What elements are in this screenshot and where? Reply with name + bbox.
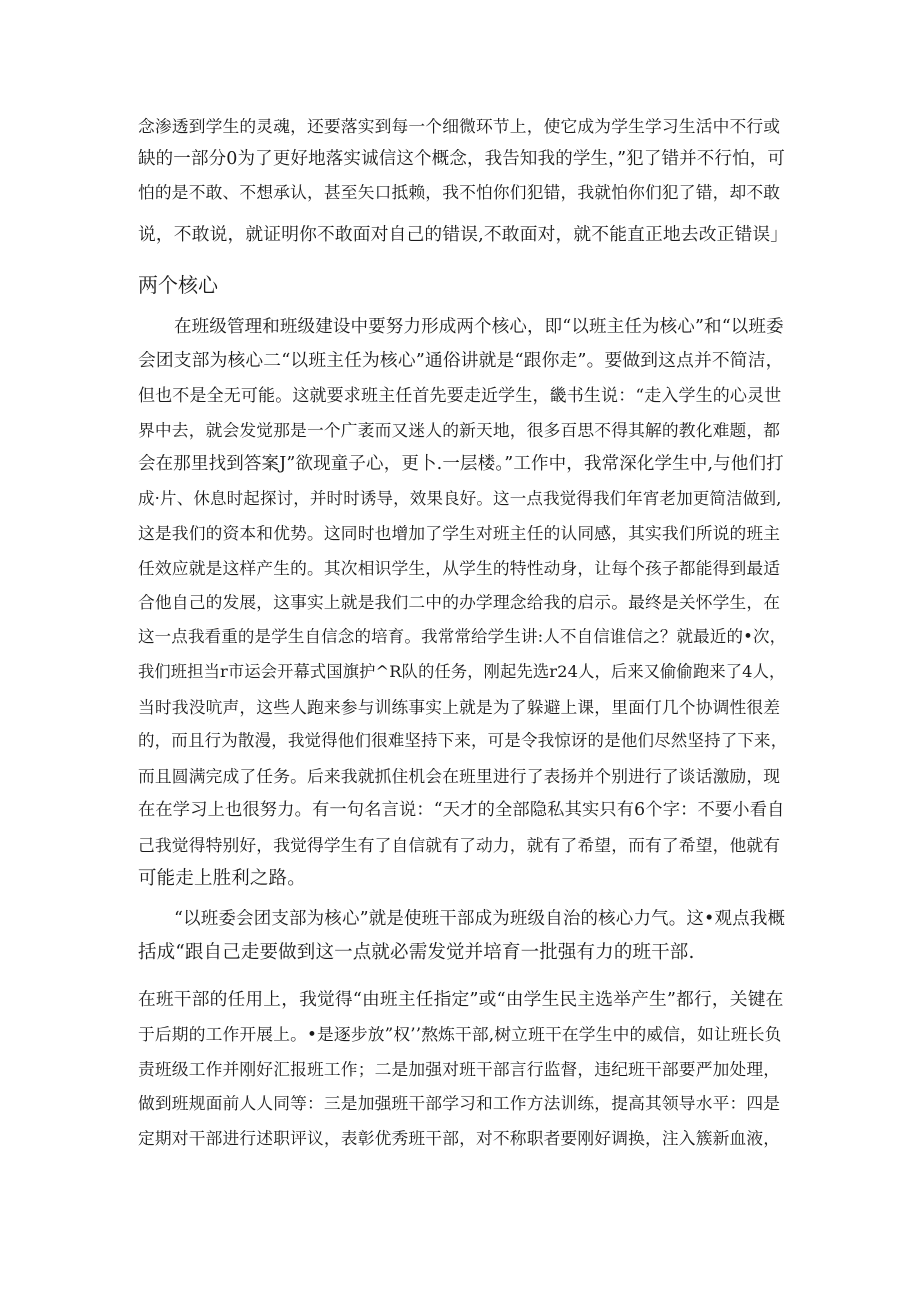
- paragraph-line: 在在学习上也很努力。有一句名言说：“天才的全部隐私其实只有6个字：不要小看自: [138, 800, 785, 820]
- paragraph-line: 可能走上胜利之路。: [138, 868, 306, 889]
- intro-line: 怕的是不敢、不想承认，甚至矢口抵赖，我不怕你们犯错，我就怕你们犯了错，却不敢: [138, 182, 781, 202]
- paragraph-line: 定期对干部进行述职评议，表彰优秀班干部，对不称职者要刚好调换，注入簇新血液，: [138, 1128, 781, 1148]
- paragraph-line: 的，而且行为散漫，我觉得他们很难坚持下来，可是令我惊讶的是他们尽然坚持了下来，: [138, 731, 788, 750]
- intro-line: 说，不敢说，就证明你不敢面对自己的错误,不敢面对，就不能直正地去改正错误」: [138, 225, 789, 245]
- paragraph-line: 己我觉得特别好，我觉得学生有了自信就有了动力，就有了希望，而有了希望，他就有: [138, 835, 781, 855]
- intro-line: 念渗透到学生的灵魂，还要落实到每一个细微环节上，使它成为学生学习生活中不行或: [138, 116, 781, 136]
- paragraph-line: 界中去，就会发觉那是一个广袤而又迷人的新天地，很多百思不得其解的教化难题，都: [138, 420, 781, 440]
- section-heading: 两个核心: [138, 273, 218, 297]
- paragraph-line: 成·片、休息时起探讨，并时时诱导，效果良好。这一点我觉得我们年宵老加更简洁做到,: [138, 489, 782, 508]
- paragraph-line: 这一点我看重的是学生自信念的培育。我常常给学生讲:人不自信谁信之？就最近的•次，: [138, 627, 787, 646]
- paragraph-line: 在班级管理和班级建设中要努力形成两个核心，即“以班主任为核心”和“以班委: [174, 317, 784, 337]
- paragraph-line: “以班委会团支部为核心”就是使班干部成为班级自治的核心力气。这•观点我概: [174, 909, 786, 929]
- paragraph-line: 合他自己的发展，这事实上就是我们二中的办学理念给我的启示。最终是关怀学生，在: [138, 592, 781, 612]
- paragraph-line: 于后期的工作开展上。•是逐步放”权’’熬炼干部,树立班干在学生中的威信，如让班长负: [138, 1024, 782, 1044]
- paragraph-line: 做到班规面前人人同等：三是加强班干部学习和工作方法训练，提高其领导水平：四是: [138, 1093, 781, 1113]
- paragraph-line: 我们班担当r市运会开幕式国旗护^R队的任务，刚起先选r24人，后来又偷偷跑来了4人，: [138, 662, 786, 681]
- paragraph-line: 而且圆满完成了任务。后来我就抓住机会在班里进行了表扬并个别进行了谈话激励，现: [138, 766, 781, 786]
- paragraph-line: 但也不是全无可能。这就要求班主任首先要走近学生，畿书生说：“走入学生的心灵世: [138, 386, 782, 406]
- paragraph-line: 责班级工作并刚好汇报班工作；二是加强对班干部言行监督，违纪班干部要严加处理，: [138, 1059, 781, 1079]
- paragraph-line: 当时我没吭声，这些人跑来参与训练事实上就是为了躲避上课，里面仃几个协调性很差: [138, 697, 781, 717]
- paragraph-line: 会在那里找到答案J”欲现童子心，更卜.一层楼。”工作中，我常深化学生中,与他们打: [138, 454, 784, 474]
- paragraph-line: 会团支部为核心二“以班主任为核心”通俗讲就是“跟你走”。要做到这点并不简洁，: [138, 351, 784, 371]
- paragraph-line: 任效应就是这样产生的。其次相识学生，从学生的特性动身，让每个孩子都能得到最适: [138, 558, 781, 578]
- paragraph-line: 括成“跟自己走要做到这一点就必需发觉并培育一批强有力的班干部.: [138, 942, 695, 963]
- intro-line: 缺的一部分0为了更好地落实诚信这个概念，我告知我的学生，”犯了错并不行怕，可: [138, 149, 786, 169]
- paragraph-line: 这是我们的资本和优势。这同时也增加了学生对班主任的认同感，其实我们所说的班主: [138, 523, 781, 543]
- paragraph-line: 在班干部的任用上，我觉得“由班主任指定”或“由学生民主选举产生”都行，关键在: [138, 990, 784, 1010]
